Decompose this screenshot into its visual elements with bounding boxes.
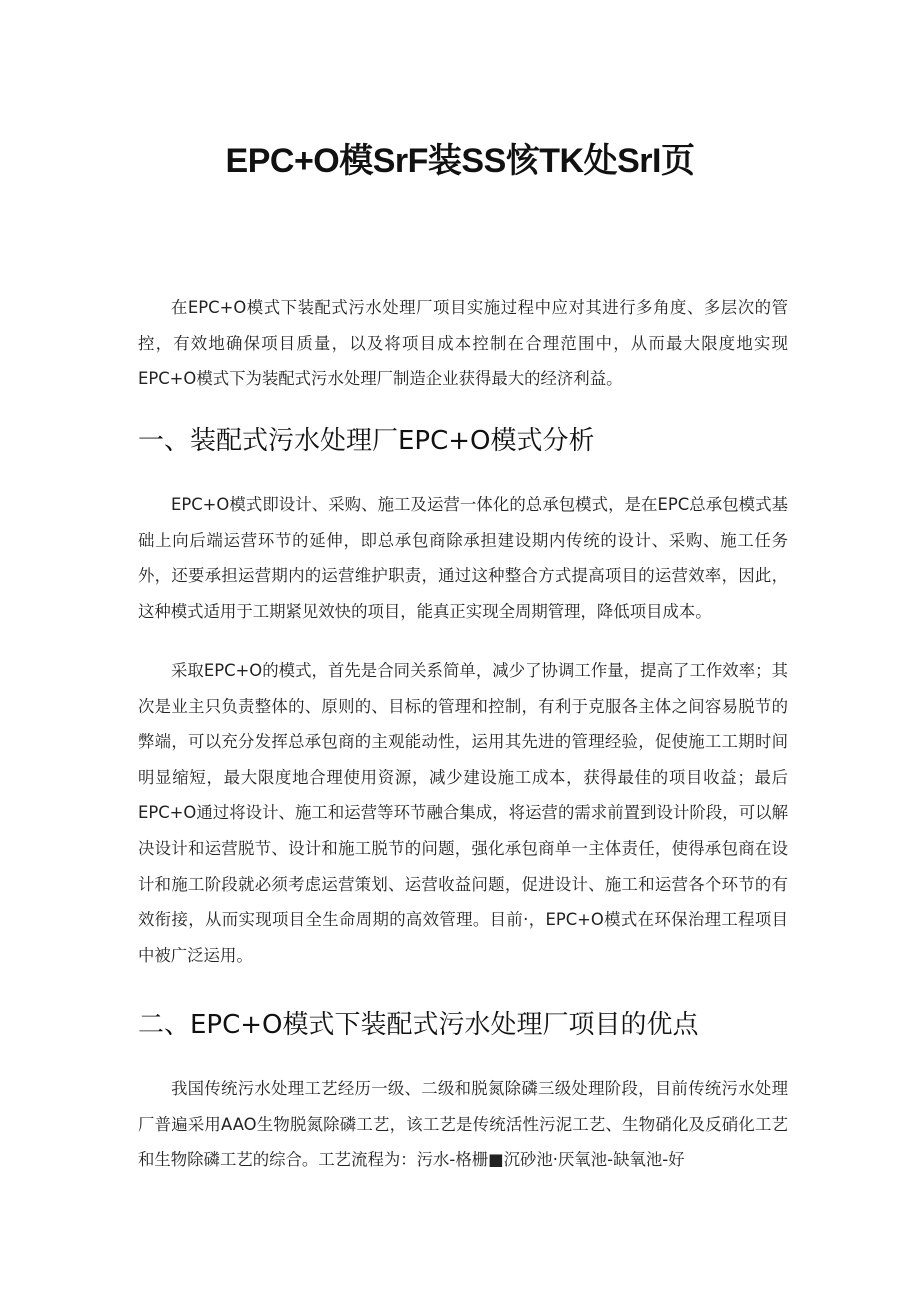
section-1-heading: 一、装配式污水处理厂EPC+O模式分析 [138, 426, 595, 456]
document-title: EPC+O模SrF装SS㤥TK处SrI页 [225, 142, 695, 180]
intro-paragraph: 在EPC+O模式下装配式污水处理厂项目实施过程中应对其进行多角度、多层次的管控，有效地确保项目质量，以及将项目成本控制在合理范围中，从而最大限度地实现EPC+O模式下为装配式污水处理厂制造企业获得最大的经济利益。 [138, 298, 788, 389]
section-1-paragraph-1: EPC+O模式即设计、采购、施工及运营一体化的总承包模式，是在EPC总承包模式基础上向后端运营环节的延伸，即总承包商除承担建设期内传统的设计、采购、施工任务外，还要承担运营期内的运营维护职责，通过这种整合方式提高项目的运营效率，因此，这种模式适用于工期紧见效快的项目，能真正实现全周期管理，降低项目成本。 [138, 495, 788, 621]
section-2-paragraph-1: 我国传统污水处理工艺经历一级、二级和脱氮除磷三级处理阶段，目前传统污水处理厂普遍采用AAO生物脱氮除磷工艺，该工艺是传统活性污泥工艺、生物硝化及反硝化工艺和生物除磷工艺的综合。工艺流程为：污水-格栅■沉砂池·厌氧池-缺氧池-好 [138, 1079, 788, 1170]
section-2-heading: 二、EPC+O模式下装配式污水处理厂项目的优点 [138, 1010, 699, 1040]
section-1-paragraph-2: 采取EPC+O的模式，首先是合同关系简单，减少了协调工作量，提高了工作效率；其次是业主只负责整体的、原则的、目标的管理和控制，有利于克服各主体之间容易脱节的弊端，可以充分发挥总承包商的主观能动性，运用其先进的管理经验，促使施工工期时间明显缩短，最大限度地合理使用资源，减少建设施工成本，获得最佳的项目收益；最后EPC+O通过将设计、施工和运营等环节融合集成，将运营的需求前置到设计阶段，可以解决设计和运营脱节、设计和施工脱节的问题，强化承包商单一主体责任，使得承包商在设计和施工阶段就必须考虑运营策划、运营收益问题，促进设计、施工和运营各个环节的有效衔接，从而实现项目全生命周期的高效管理。目前·，EPC+O模式在环保治理工程项目中被广泛运用。 [138, 661, 788, 965]
